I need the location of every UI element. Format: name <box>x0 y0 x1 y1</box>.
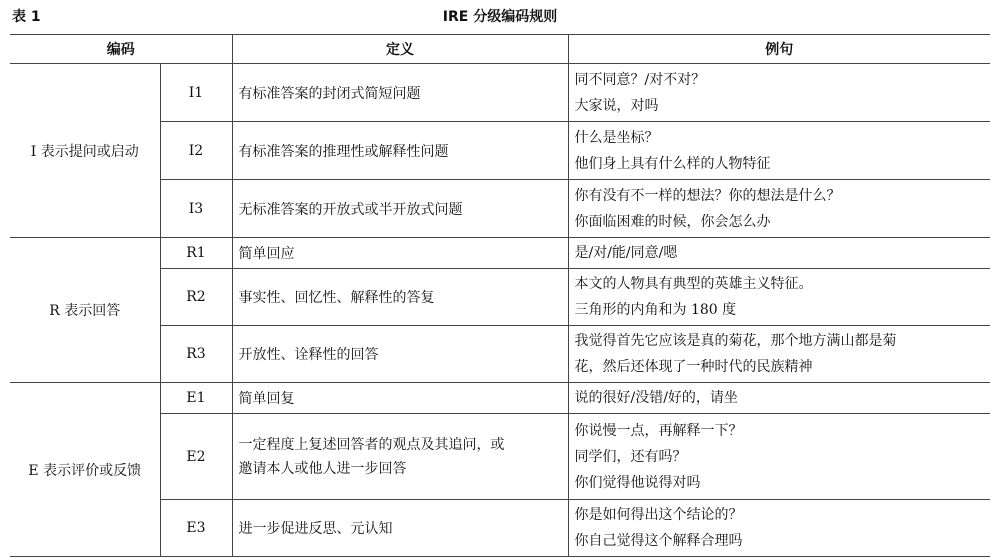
example-line: 你说慢一点，再解释一下？ <box>574 422 743 439</box>
header-definition: 定义 <box>232 35 568 64</box>
examples-r1 <box>568 238 990 269</box>
definition-line: 邀请本人或他人进一步回答 <box>238 460 407 477</box>
header-example: 例句 <box>568 35 990 64</box>
code-r1: R1 <box>160 238 232 269</box>
code-e2: E2 <box>160 414 232 500</box>
examples-r3 <box>568 326 990 383</box>
definition-i1: 有标准答案的封闭式简短问题 <box>232 64 568 122</box>
definition-i3: 无标准答案的开放式或半开放式问题 <box>232 180 568 238</box>
table-header-row <box>10 35 990 64</box>
example-line: 你自己觉得这个解释合理吗 <box>574 533 743 549</box>
example-line: 花，然后还体现了一种时代的民族精神 <box>574 359 813 375</box>
table-caption <box>0 0 1000 34</box>
code-i3: I3 <box>160 180 232 238</box>
examples-e3 <box>568 500 990 557</box>
example-line: 同不同意？/对不对？ <box>574 71 706 88</box>
example-line: 是/对/能/同意/嗯 <box>574 245 678 261</box>
example-line: 什么是坐标？ <box>574 129 659 146</box>
code-r2: R2 <box>160 269 232 326</box>
code-i1: I1 <box>160 64 232 122</box>
examples-e1 <box>568 383 990 414</box>
definition-r1: 简单回应 <box>232 238 568 269</box>
example-line: 本文的人物具有典型的英雄主义特征。 <box>574 276 813 292</box>
examples-e2 <box>568 414 990 500</box>
code-r3: R3 <box>160 326 232 383</box>
table-label: 表 1 <box>12 9 41 25</box>
example-line: 你面临困难的时候，你会怎么办 <box>574 213 771 230</box>
ire-coding-table <box>10 34 990 557</box>
example-line: 大家说，对吗 <box>574 97 659 114</box>
definition-e1: 简单回复 <box>232 383 568 414</box>
example-line: 说的很好/没错/好的，请坐 <box>574 390 738 406</box>
header-code: 编码 <box>10 35 232 64</box>
examples-i3 <box>568 180 990 238</box>
example-line: 你有没有不一样的想法？你的想法是什么？ <box>574 187 841 204</box>
example-line: 他们身上具有什么样的人物特征 <box>574 155 771 172</box>
code-i2: I2 <box>160 122 232 180</box>
table-title: IRE 分级编码规则 <box>442 9 558 25</box>
example-line: 同学们，还有吗？ <box>574 448 687 465</box>
examples-r2 <box>568 269 990 326</box>
code-e3: E3 <box>160 500 232 557</box>
category-e: E 表示评价或反馈 <box>10 383 160 557</box>
category-r: R 表示回答 <box>10 238 160 383</box>
examples-i1 <box>568 64 990 122</box>
definition-i2: 有标准答案的推理性或解释性问题 <box>232 122 568 180</box>
table-row-e1 <box>10 383 990 414</box>
example-line: 你们觉得他说得对吗 <box>574 474 701 491</box>
category-i: I 表示提问或启动 <box>10 64 160 238</box>
example-line: 你是如何得出这个结论的？ <box>574 507 743 523</box>
definition-line: 一定程度上复述回答者的观点及其追问，或 <box>238 436 505 453</box>
definition-e3: 进一步促进反思、元认知 <box>232 500 568 557</box>
example-line: 三角形的内角和为 180 度 <box>574 302 737 318</box>
examples-i2 <box>568 122 990 180</box>
example-line: 我觉得首先它应该是真的菊花，那个地方满山都是菊 <box>574 333 897 349</box>
table-row-i1 <box>10 64 990 122</box>
code-e1: E1 <box>160 383 232 414</box>
table-row-r1 <box>10 238 990 269</box>
definition-r2: 事实性、回忆性、解释性的答复 <box>232 269 568 326</box>
definition-r3: 开放性、诠释性的回答 <box>232 326 568 383</box>
definition-e2 <box>232 414 568 500</box>
